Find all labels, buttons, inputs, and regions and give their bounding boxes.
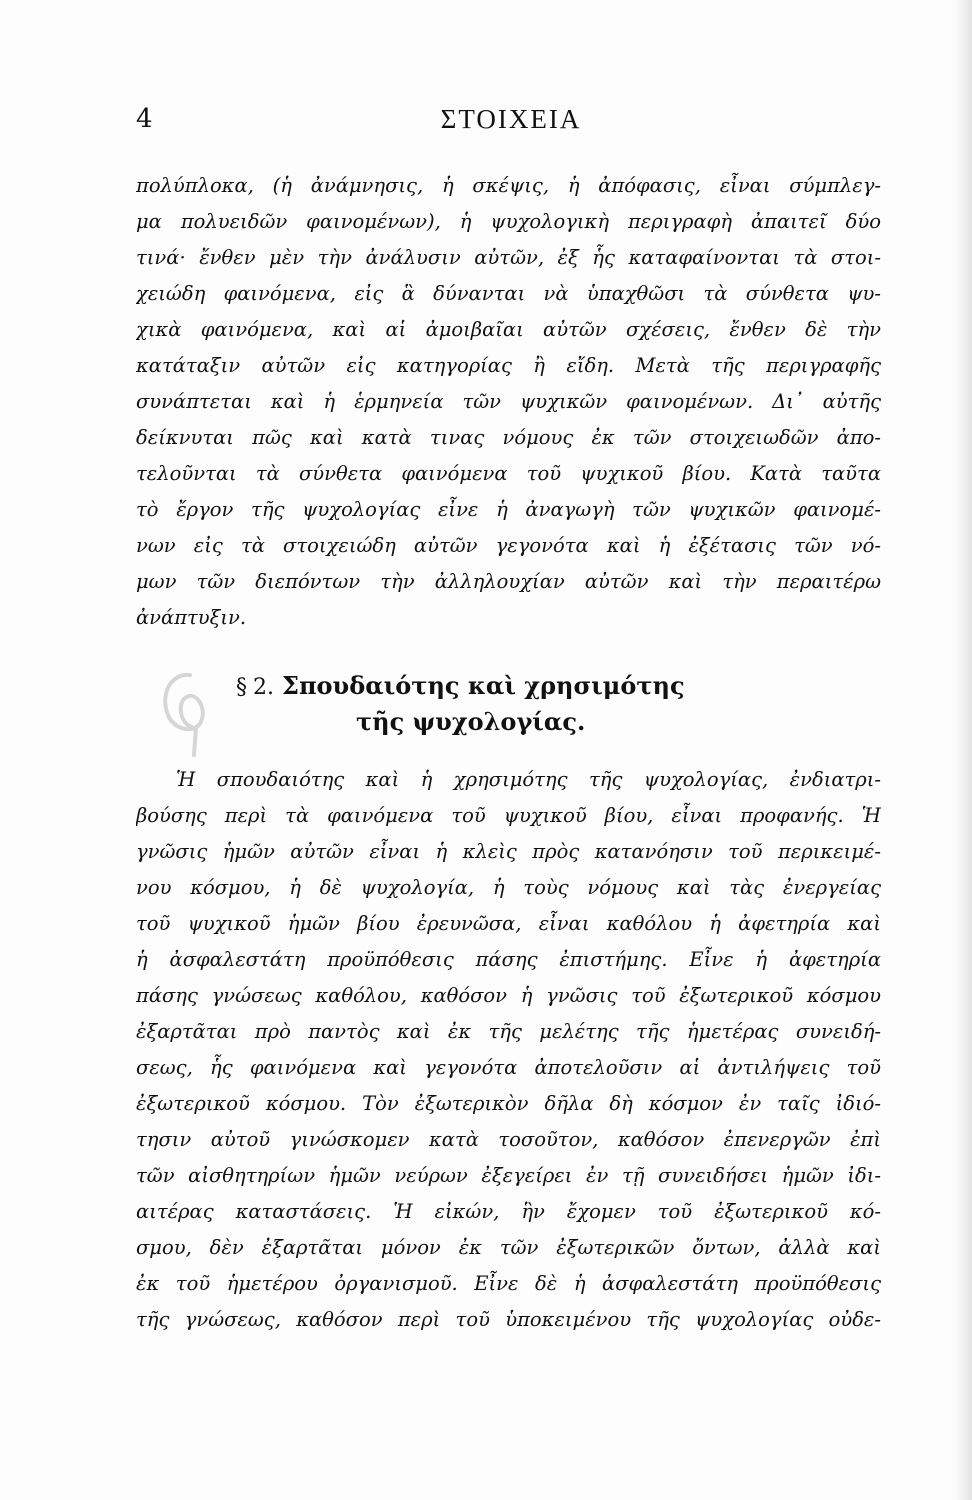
- running-title: ΣΤΟΙΧΕΙΑ: [440, 104, 582, 134]
- pencil-annotation-mark: [150, 665, 220, 760]
- text-line: τῆς γνώσεως, καθόσον περὶ τοῦ ὑποκειμένου τῆς ψυχολογίας οὐδε-: [136, 1308, 881, 1331]
- text-line: συνάπτεται καὶ ἡ ἑρμηνεία τῶν ψυχικῶν φαινομένων. Δι᾽ αὐτῆς: [136, 390, 881, 413]
- text-line: αιτέρας καταστάσεις. Ἡ εἰκών, ἣν ἔχομεν τοῦ ἐξωτερικοῦ κό-: [136, 1200, 881, 1223]
- text-line: ἐξαρτᾶται πρὸ παντὸς καὶ ἐκ τῆς μελέτης τῆς ἡμετέρας συνειδή-: [136, 1020, 881, 1043]
- text-line: κατάταξιν αὐτῶν εἰς κατηγορίας ἢ εἴδη. Μετὰ τῆς περιγραφῆς: [136, 354, 881, 377]
- text-line: σμου, δὲν ἐξαρτᾶται μόνον ἐκ τῶν ἐξωτερικῶν ὄντων, ἀλλὰ καὶ: [136, 1236, 881, 1259]
- text-line: δείκνυται πῶς καὶ κατὰ τινας νόμους ἐκ τῶν στοιχειωδῶν ἀπο-: [136, 426, 881, 449]
- section-number: 2.: [253, 675, 274, 700]
- page-edge-shadow: [954, 0, 972, 1500]
- text-line: τοῦ ψυχικοῦ ἡμῶν βίου ἐρευνῶσα, εἶναι καθόλου ἡ ἀφετηρία καὶ: [136, 912, 881, 935]
- text-line: τελοῦνται τὰ σύνθετα φαινόμενα τοῦ ψυχικοῦ βίου. Κατὰ ταῦτα: [136, 462, 881, 485]
- page-number: 4: [136, 104, 153, 134]
- paragraph-2: [136, 762, 881, 1338]
- text-line: τινά· ἔνθεν μὲν τὴν ἀνάλυσιν αὐτῶν, ἐξ ἧς καταφαίνονται τὰ στοι-: [136, 246, 881, 269]
- page-header: [136, 104, 886, 144]
- text-line: τὸ ἔργον τῆς ψυχολογίας εἶνε ἡ ἀναγωγὴ τῶν ψυχικῶν φαινομέ-: [136, 498, 881, 521]
- paragraph-1: [136, 168, 881, 636]
- text-line: Ἡ σπουδαιότης καὶ ἡ χρησιμότης τῆς ψυχολογίας, ἐνδιατρι-: [176, 768, 881, 791]
- text-line: πολύπλοκα, (ἡ ἀνάμνησις, ἡ σκέψις, ἡ ἀπόφασις, εἶναι σύμπλεγ-: [136, 174, 881, 197]
- text-line: πάσης γνώσεως καθόλου, καθόσον ἡ γνῶσις τοῦ ἐξωτερικοῦ κόσμου: [136, 984, 881, 1007]
- text-line: ἐκ τοῦ ἡμετέρου ὀργανισμοῦ. Εἶνε δὲ ἡ ἀσφαλεστάτη προϋπόθεσις: [136, 1272, 881, 1295]
- text-line: γνῶσις ἡμῶν αὐτῶν εἶναι ἡ κλεὶς πρὸς κατανόησιν τοῦ περικειμέ-: [136, 840, 881, 863]
- text-line: βούσης περὶ τὰ φαινόμενα τοῦ ψυχικοῦ βίου, εἶναι προφανής. Ἡ: [136, 804, 881, 827]
- text-line: σεως, ἧς φαινόμενα καὶ γεγονότα ἀποτελοῦσιν αἱ ἀντιλήψεις τοῦ: [136, 1056, 881, 1079]
- section-heading: [236, 668, 836, 740]
- text-line: χειώδη φαινόμενα, εἰς ἃ δύνανται νὰ ὑπαχθῶσι τὰ σύνθετα ψυ-: [136, 282, 881, 305]
- text-line: μων τῶν διεπόντων τὴν ἀλληλουχίαν αὐτῶν καὶ τὴν περαιτέρω: [136, 570, 881, 593]
- text-line: χικὰ φαινόμενα, καὶ αἱ ἀμοιβαῖαι αὐτῶν σχέσεις, ἔνθεν δὲ τὴν: [136, 318, 881, 341]
- text-line: τῶν αἰσθητηρίων ἡμῶν νεύρων ἐξεγείρει ἐν τῇ συνειδήσει ἡμῶν ἰδι-: [136, 1164, 881, 1187]
- text-line: τησιν αὐτοῦ γινώσκομεν κατὰ τοσοῦτον, καθόσον ἐπενεργῶν ἐπὶ: [136, 1128, 881, 1151]
- text-line: ἡ ἀσφαλεστάτη προϋπόθεσις πάσης ἐπιστήμης. Εἶνε ἡ ἀφετηρία: [136, 948, 881, 971]
- text-line: ἐξωτερικοῦ κόσμου. Τὸν ἐξωτερικὸν δῆλα δὴ κόσμον ἐν ταῖς ἰδιό-: [136, 1092, 881, 1115]
- text-line: νου κόσμου, ἡ δὲ ψυχολογία, ἡ τοὺς νόμους καὶ τὰς ἐνεργείας: [136, 876, 881, 899]
- section-title-line-1: Σπουδαιότης καὶ χρησιμότης: [282, 671, 685, 700]
- section-title-line-2: τῆς ψυχολογίας.: [356, 707, 586, 736]
- text-line: μα πολυειδῶν φαινομένων), ἡ ψυχολογικὴ περιγραφὴ ἀπαιτεῖ δύο: [136, 210, 881, 233]
- text-line: νων εἰς τὰ στοιχειώδη αὐτῶν γεγονότα καὶ ἡ ἐξέτασις τῶν νό-: [136, 534, 881, 557]
- text-line: ἀνάπτυξιν.: [136, 606, 247, 629]
- section-heading-line-1: [236, 668, 836, 704]
- section-mark: §: [236, 675, 247, 700]
